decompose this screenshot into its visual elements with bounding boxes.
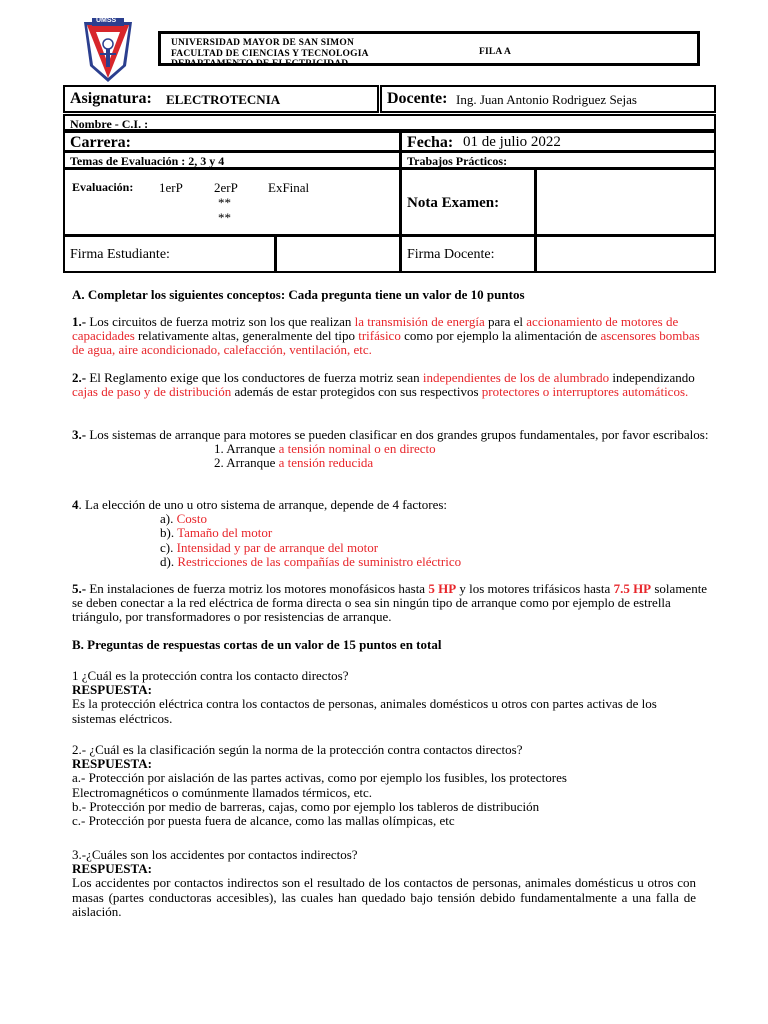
short-answer-2c: c.- Protección por puesta fuera de alcance, como las mallas olímpicas, etc <box>72 813 455 829</box>
q1-answer-1: la transmisión de energía <box>354 314 485 329</box>
practical-work-label: Trabajos Prácticos: <box>407 154 508 168</box>
date-label: Fecha: <box>407 134 454 151</box>
exam-info-table <box>63 85 716 273</box>
q1-text-3: relativamente altas, generalmente del tipo <box>134 328 359 344</box>
eval-option-exfinal: ExFinal <box>268 180 310 195</box>
q5-answer-1: 5 HP <box>428 581 457 596</box>
q3-text: Los sistemas de arranque para motores se pueden clasificar en dos grandes grupos fundamentales, por favor escribalos: <box>86 427 709 442</box>
evaluation-label: Evaluación: <box>72 180 134 194</box>
question-4 <box>72 498 712 569</box>
q4-number: 4 <box>72 497 79 512</box>
q5-text: En instalaciones de fuerza motriz los motores monofásicos hasta <box>86 581 429 596</box>
q4-factor-d: Restricciones de las compañías de suministro eléctrico <box>177 553 462 569</box>
short-answer-2a: a.- Protección por aislación de las partes activas, como por ejemplo los fusibles, los protectores Electromagnéticos o comúnmente llamados térmicos, etc. <box>72 770 567 800</box>
q2-number: 2.- <box>72 370 87 385</box>
q2-text: El Reglamento exige que los conductores de fuerza motriz sean <box>86 370 423 385</box>
university-logo <box>82 18 134 84</box>
q1-answer-2: accionamiento de motores de capacidades <box>72 314 679 344</box>
q4-factor-c: Intensidad y par de arranque del motor <box>176 539 379 555</box>
q4-factor-d-label: d). <box>160 553 178 569</box>
q2-text-3: además de estar protegidos con sus respectivos <box>231 384 482 400</box>
q1-text: Los circuitos de fuerza motriz son los que realizan <box>86 314 355 329</box>
subject-cell <box>63 85 379 113</box>
q1-answer-4: ascensores bombas de agua, aire acondicionado, calefacción, ventilación, etc. <box>72 328 700 358</box>
subject-label: Asignatura: <box>70 90 152 107</box>
short-question-1 <box>72 669 702 726</box>
q3-item-2-answer: a tensión reducida <box>278 455 374 471</box>
question-2 <box>72 371 712 399</box>
q1-text-4: como por ejemplo la alimentación de <box>400 328 601 344</box>
q1-number: 1.- <box>72 314 87 329</box>
short-answer-1: Es la protección eléctrica contra los contactos de personas, animales domésticos u otros con partes activas de los sistemas eléctricos. <box>72 696 657 726</box>
teacher-signature-label: Firma Docente: <box>407 247 495 262</box>
name-ci-label: Nombre - C.I. : <box>70 117 149 131</box>
question-1 <box>72 315 712 358</box>
faculty-name: FACULTAD DE CIENCIAS Y TECNOLOGIA <box>171 48 369 59</box>
q3-item-1-answer: a tensión nominal o en directo <box>278 441 436 457</box>
eval-option-2erp: 2erP <box>214 180 238 195</box>
short-question-2-text: 2.- ¿Cuál es la clasificación según la norma de la protección contra contactos directos? <box>72 742 523 757</box>
institution-header <box>158 31 700 69</box>
q4-factor-b: Tamaño del motor <box>177 525 273 541</box>
q2-answer-2: cajas de paso y de distribución <box>72 384 232 400</box>
career-label: Carrera: <box>70 134 131 151</box>
q5-text-2: y los motores trifásicos hasta <box>456 581 614 596</box>
evaluation-cell <box>63 168 401 236</box>
question-5 <box>72 582 712 625</box>
teacher-signature-label-cell <box>400 235 536 273</box>
exam-grade-value-cell <box>535 168 716 236</box>
practical-work-cell <box>400 151 716 169</box>
q1-text-2: para el <box>484 314 527 329</box>
short-answer-1-label: RESPUESTA: <box>72 682 152 698</box>
short-answer-2-label: RESPUESTA: <box>72 756 152 772</box>
q4-factor-b-label: b). <box>160 525 178 541</box>
eval-mark-1: ** <box>218 195 231 210</box>
q3-item-1-label: 1. Arranque <box>214 441 279 457</box>
eval-option-1erp: 1erP <box>159 180 183 195</box>
date-value: 01 de julio 2022 <box>463 134 561 150</box>
short-question-3-text: 3.-¿Cuáles son los accidentes por contactos indirectos? <box>72 847 358 862</box>
exam-grade-label: Nota Examen: <box>407 195 500 211</box>
name-ci-cell <box>63 114 716 131</box>
q5-number: 5.- <box>72 581 87 596</box>
section-a-title: A. Completar los siguientes conceptos: Cada pregunta tiene un valor de 10 puntos <box>72 287 525 302</box>
q5-answer-2: 7.5 HP <box>613 581 652 596</box>
q3-number: 3.- <box>72 427 87 442</box>
q1-answer-3: trifásico <box>358 328 401 344</box>
short-answer-3: Los accidentes por contactos indirectos son el resultado de los contactos de personas, animales domésticus u otros con masas (partes conductoras accesibles), las cuales han quedado bajo tensión debido fundamentalmente a una falla de aislación. <box>72 875 696 919</box>
topics-label: Temas de Evaluación : 2, 3 y 4 <box>70 154 225 168</box>
q2-text-2: independizando <box>609 370 695 385</box>
topics-cell <box>63 151 401 169</box>
exam-grade-label-cell <box>400 168 536 236</box>
logo-text: UMSS <box>96 17 117 24</box>
date-cell <box>400 131 716 152</box>
q4-text: . La elección de uno u otro sistema de arranque, depende de 4 factores: <box>78 497 448 512</box>
short-answer-3-label: RESPUESTA: <box>72 861 152 877</box>
teacher-label: Docente: <box>387 90 448 107</box>
university-name: UNIVERSIDAD MAYOR DE SAN SIMON <box>171 38 355 48</box>
section-b-title: B. Preguntas de respuestas cortas de un valor de 15 puntos en total <box>72 637 442 652</box>
row-label: FILA A <box>479 47 512 57</box>
teacher-cell <box>380 85 716 113</box>
subject-value: ELECTROTECNIA <box>166 92 281 107</box>
career-cell <box>63 131 401 152</box>
short-question-2 <box>72 743 712 828</box>
student-signature-label: Firma Estudiante: <box>70 247 170 262</box>
short-answer-2b: b.- Protección por medio de barreras, cajas, como por ejemplo los tableros de distribución <box>72 798 540 814</box>
question-3 <box>72 428 712 471</box>
eval-mark-2: ** <box>218 210 231 225</box>
q4-factor-a-label: a). <box>160 511 177 527</box>
department-name: DEPARTAMENTO DE ELECTRICIDAD <box>171 59 349 69</box>
q3-item-2-label: 2. Arranque <box>214 455 279 471</box>
q2-answer-3: protectores o interruptores automáticos. <box>481 384 689 400</box>
q5-text-3: solamente se deben conectar a la red eléctrica de forma directa o sea sin ningún tipo de arranque como por ejemplo de estrella triángulo, por transformadores o por resistencias de arranque. <box>72 581 708 625</box>
q2-answer-1: independientes de los de alumbrado <box>422 370 610 385</box>
teacher-signature-field <box>535 235 716 273</box>
q4-factor-a: Costo <box>176 511 207 527</box>
student-signature-field <box>275 235 401 273</box>
short-question-3 <box>72 848 696 919</box>
student-signature-label-cell <box>63 235 276 273</box>
short-question-1-text: 1 ¿Cuál es la protección contra los contacto directos? <box>72 668 349 683</box>
q4-factor-c-label: c). <box>160 539 177 555</box>
teacher-value: Ing. Juan Antonio Rodriguez Sejas <box>456 92 637 107</box>
